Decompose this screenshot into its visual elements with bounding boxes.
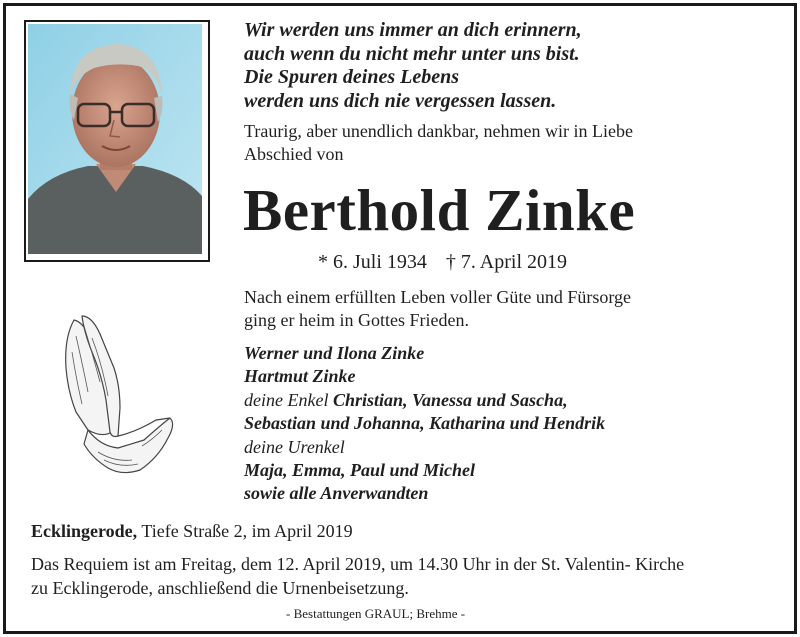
poem-line: auch wenn du nicht mehr unter uns bist. [244, 42, 580, 65]
intro-text [244, 120, 633, 166]
praying-hands-icon [58, 312, 178, 482]
poem-line: Wir werden uns immer an dich erinnern, [244, 19, 582, 41]
urenkel-label: deine Urenkel [244, 436, 345, 457]
portrait-image [28, 24, 202, 254]
birth-date: * 6. Juli 1934 [318, 251, 427, 273]
relatives-line: sowie alle Anverwandten [244, 483, 429, 504]
place-and-date [31, 520, 353, 543]
requiem-line: zu Ecklingerode, anschließend die Urnenbeisetzung. [31, 578, 409, 598]
deceased-name: Berthold Zinke [243, 177, 636, 243]
mourner-line: Sebastian und Johanna, Katharina und Hendrik [244, 413, 606, 434]
farewell-text [244, 286, 631, 332]
farewell-line: Nach einem erfüllten Leben voller Güte und Fürsorge [244, 287, 632, 307]
poem-line: Die Spuren deines Lebens [244, 66, 459, 88]
portrait-photo [24, 20, 210, 262]
enkel-names: Christian, Vanessa und Sascha, [332, 389, 568, 410]
address-date: Tiefe Straße 2, im April 2019 [137, 521, 353, 541]
town: Ecklingerode, [31, 521, 138, 541]
obituary-notice [3, 3, 797, 634]
mourner-line: Hartmut Zinke [244, 366, 356, 387]
urenkel-names: Maja, Emma, Paul und Michel [244, 460, 476, 481]
enkel-label: deine Enkel [244, 389, 329, 410]
life-dates [318, 250, 567, 274]
intro-line: Abschied von [244, 144, 344, 164]
funeral-home: - Bestattungen GRAUL; Brehme - [286, 606, 466, 621]
mourners-list [244, 342, 605, 506]
poem-line: werden uns dich nie vergessen lassen. [244, 89, 557, 112]
mourner-line: Werner und Ilona Zinke [244, 343, 425, 363]
farewell-line: ging er heim in Gottes Frieden. [244, 310, 469, 330]
mourner-line [244, 389, 605, 412]
requiem-info [31, 552, 684, 600]
poem [244, 19, 582, 113]
intro-line: Traurig, aber unendlich dankbar, nehmen wir in Liebe [244, 121, 633, 141]
requiem-line: Das Requiem ist am Freitag, dem 12. April 2019, um 14.30 Uhr in der St. Valentin- Kirche [31, 554, 685, 574]
death-date: † 7. April 2019 [445, 251, 568, 273]
